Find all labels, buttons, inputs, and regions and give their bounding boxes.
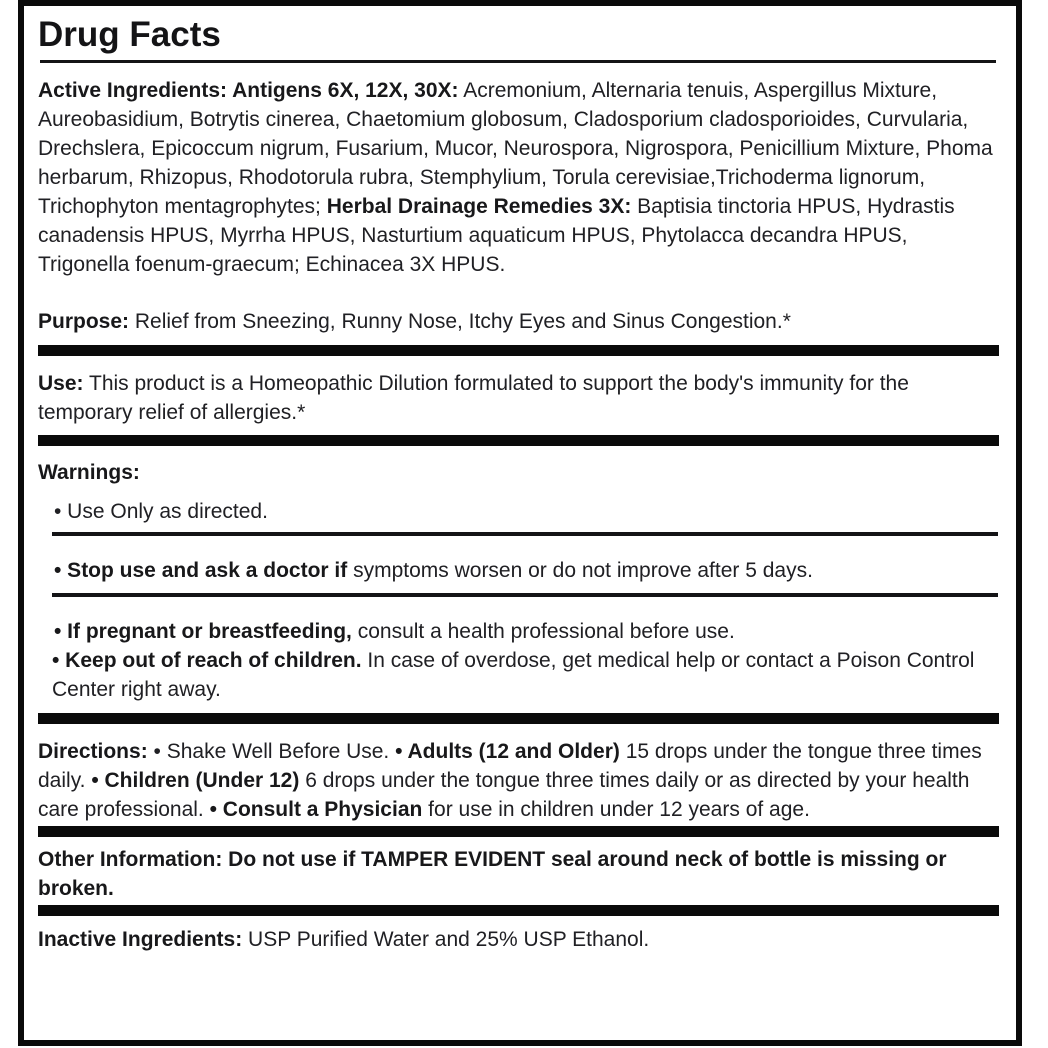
section-divider <box>38 713 999 724</box>
directions-children-bold: • Children (Under 12) <box>91 769 300 792</box>
warnings-heading <box>38 458 1002 487</box>
use-section <box>36 369 1004 427</box>
section-divider <box>38 905 999 916</box>
warnings-bullet3-bold: • If pregnant or breastfeeding, <box>54 620 352 643</box>
section-divider <box>38 345 999 356</box>
warnings-bullet2-bold: • Stop use and ask a doctor if <box>54 559 348 582</box>
directions-label: Directions: <box>38 740 148 763</box>
other-information-text: Other Information: Do not use if TAMPER EVIDENT seal around neck of bottle is missing or broken. <box>38 848 947 900</box>
use-label: Use: <box>38 372 84 395</box>
inactive-ingredients-section <box>36 925 1004 954</box>
warnings-bullet2-text: symptoms worsen or do not improve after 5 days. <box>347 559 813 582</box>
warnings-bullet-use-only <box>38 497 1002 526</box>
warnings-bullet4-bold: • Keep out of reach of children. <box>52 649 362 672</box>
warnings-divider <box>52 532 998 536</box>
use-paragraph <box>38 369 1002 427</box>
directions-physician-bold: • Consult a Physician <box>209 798 423 821</box>
warnings-divider <box>52 593 998 597</box>
directions-section <box>36 737 1004 824</box>
warnings-bullet-stop-use <box>38 556 1002 585</box>
other-information-paragraph <box>38 845 1002 903</box>
directions-shake-text: • Shake Well Before Use. <box>147 740 396 763</box>
active-ingredients-section <box>36 76 1004 336</box>
directions-adults-bold: • Adults (12 and Older) <box>395 740 620 763</box>
directions-physician-text: for use in children under 12 years of age. <box>422 798 810 821</box>
warnings-section <box>36 458 1004 704</box>
warnings-bullet-children <box>36 646 1004 704</box>
warnings-bullet4-text: In case of overdose, get medical help or contact a Poison Control Center right away. <box>52 649 975 701</box>
purpose-label: Purpose: <box>38 310 130 333</box>
inactive-ingredients-paragraph <box>38 925 1002 954</box>
herbal-drainage-list-text: Baptisia tinctoria HPUS, Hydrastis canadensis HPUS, Myrrha HPUS, Nasturtium aquaticum HPUS, Phytolacca decandra HPUS, Trigonella foenum-graecum; Echinacea 3X HPUS. <box>38 195 955 276</box>
antigens-list-text: Acremonium, Alternaria tenuis, Aspergillus Mixture, Aureobasidium, Botrytis cinerea, Chaetomium globosum, Cladosporium cladosporioides, Curvularia, Drechslera, Epicoccum nigrum, Fusarium, Mucor, Neurospora, Nigrospora, Penicillium Mixture, Phoma herbarum, Rhizopus, Rhodotorula rubra, Stemphylium, Torula cerevisiae,Trichoderma lignorum, Trichophyton mentagrophytes; <box>38 79 993 218</box>
directions-paragraph <box>38 737 1002 824</box>
section-divider <box>38 435 999 446</box>
drug-facts-label <box>18 0 1022 1046</box>
inactive-ingredients-label: Inactive Ingredients: <box>38 928 243 951</box>
section-divider <box>38 826 999 837</box>
inactive-ingredients-text: USP Purified Water and 25% USP Ethanol. <box>242 928 650 951</box>
active-ingredients-paragraph <box>38 76 1002 279</box>
herbal-drainage-heading: Herbal Drainage Remedies 3X: <box>326 195 632 218</box>
title-rule <box>40 60 996 63</box>
other-information-section <box>36 845 1004 903</box>
warnings-bullet1-text: • Use Only as directed. <box>54 500 268 523</box>
warnings-bullet3-text: consult a health professional before use. <box>351 620 735 643</box>
directions-children-text: 6 drops under the tongue three times daily or as directed by your health care professional. <box>38 769 970 821</box>
directions-adults-text: 15 drops under the tongue three times daily. <box>38 740 982 792</box>
purpose-paragraph <box>38 307 1002 336</box>
warnings-bullet-pregnant <box>38 617 1002 646</box>
purpose-text: Relief from Sneezing, Runny Nose, Itchy Eyes and Sinus Congestion.* <box>129 310 791 333</box>
warnings-label: Warnings: <box>38 461 140 484</box>
use-text: This product is a Homeopathic Dilution formulated to support the body's immunity for the temporary relief of allergies.* <box>38 372 909 424</box>
active-ingredients-heading: Active Ingredients: Antigens 6X, 12X, 30X: <box>38 79 459 102</box>
drug-facts-title: Drug Facts <box>38 15 221 54</box>
